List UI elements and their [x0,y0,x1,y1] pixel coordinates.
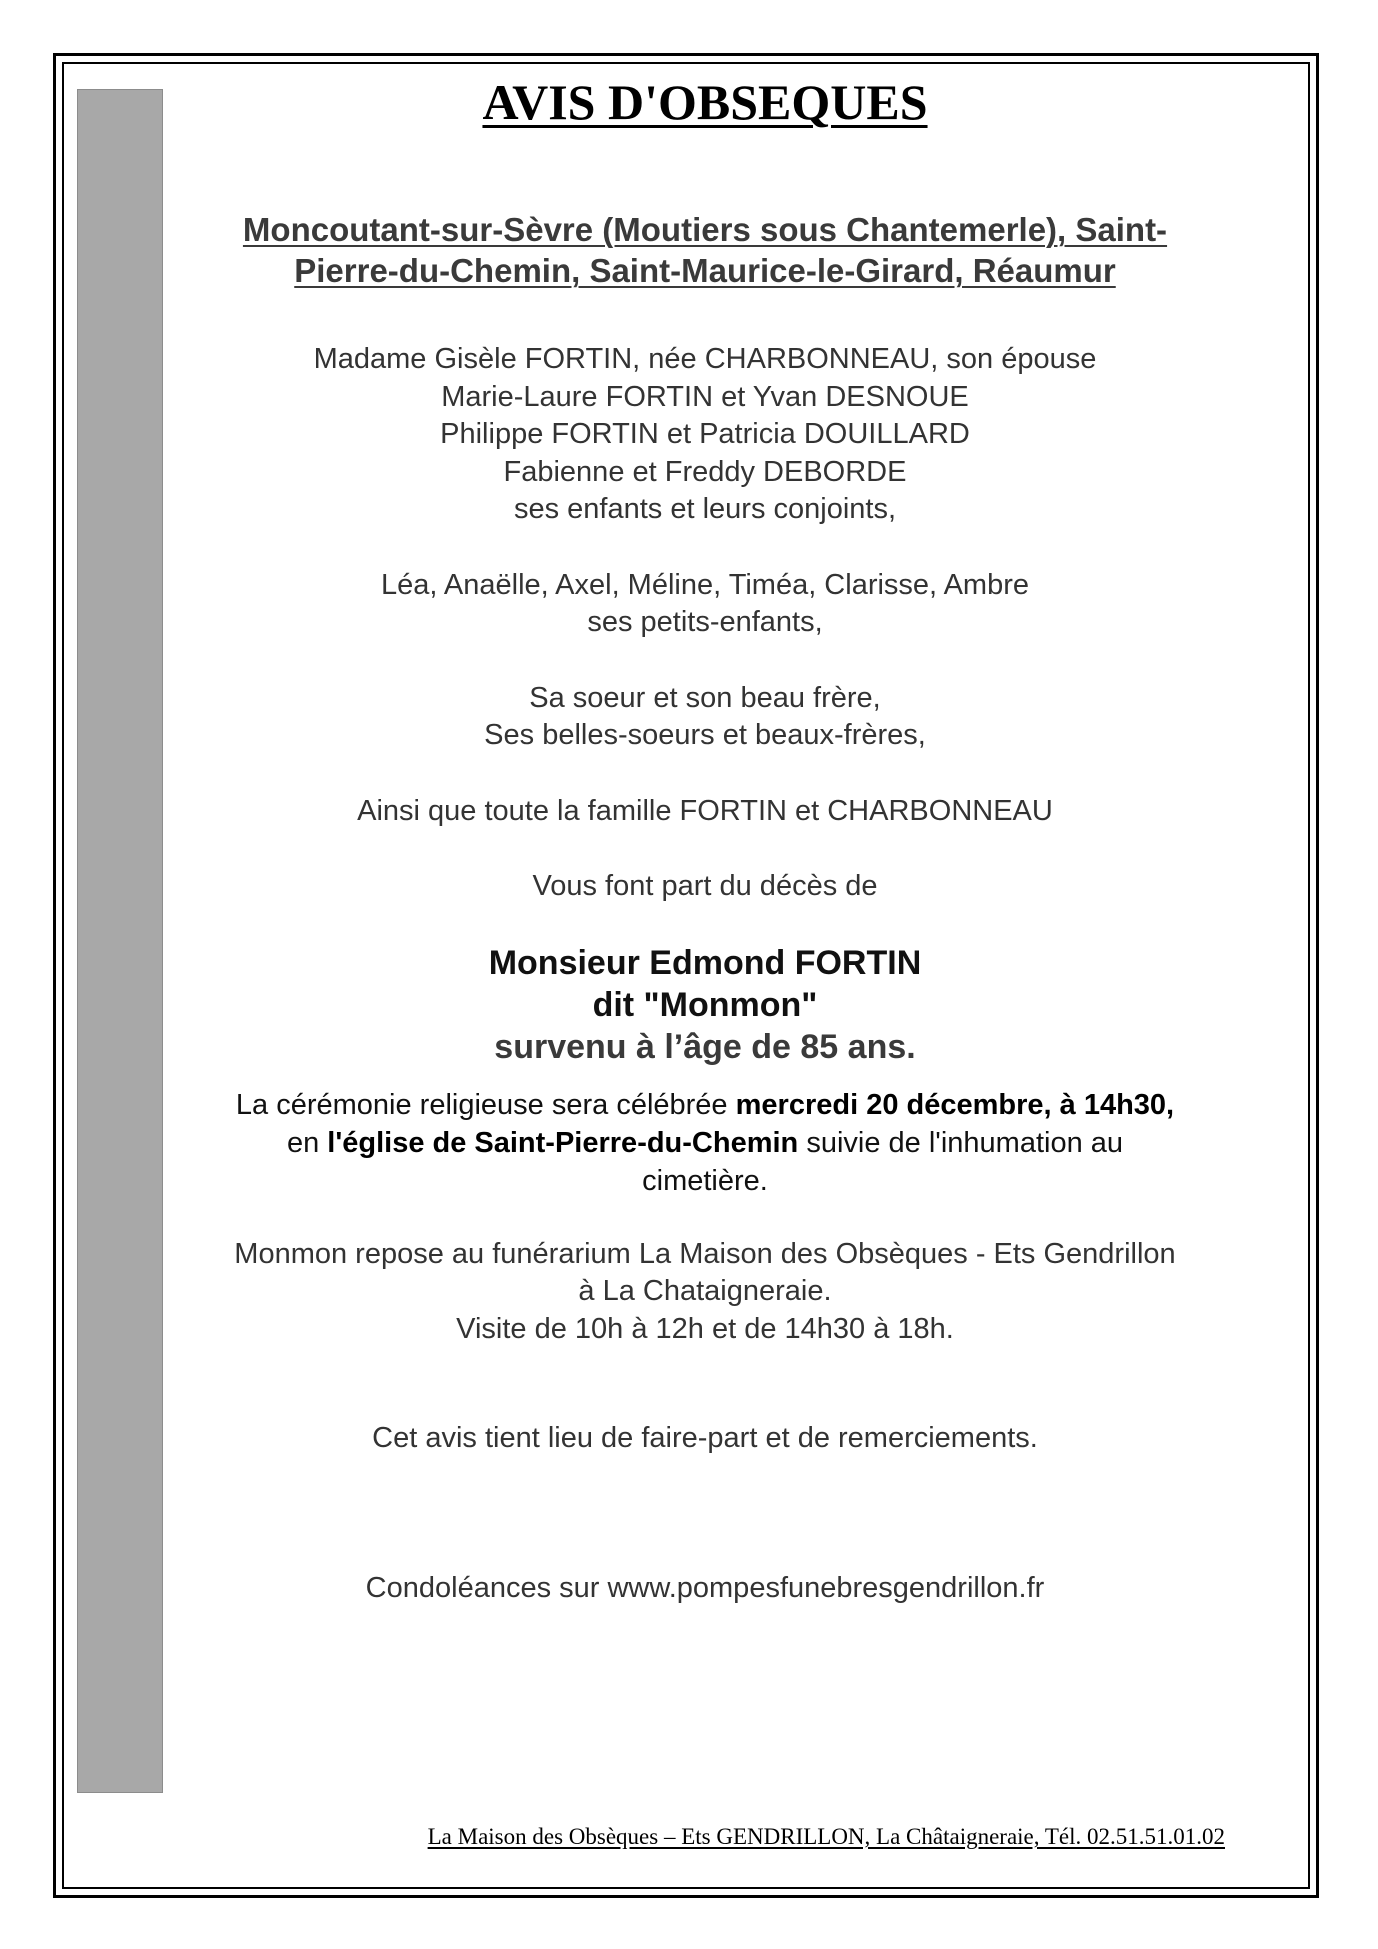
ceremony-text: en [286,1126,328,1159]
family-line: Sa soeur et son beau frère, [529,681,881,714]
deceased-name: Monsieur Edmond FORTIN [488,943,922,982]
family-line: ses enfants et leurs conjoints, [513,493,897,525]
extended-family-line: Ainsi que toute la famille FORTIN et CHARBONNEAU [357,794,1053,827]
family-line: Marie-Laure FORTIN et Yvan DESNOUE [441,380,969,413]
side-bar [77,89,163,1793]
ceremony-line-1 [170,1086,1240,1124]
family-line: ses petits-enfants, [587,606,823,638]
repose-block [170,1236,1240,1349]
siblings-block [170,680,1240,755]
thanks-line: Cet avis tient lieu de faire-part et de remerciements. [372,1422,1038,1454]
ceremony-text: suivie de l'inhumation au [798,1126,1124,1159]
ceremony-block [170,1086,1240,1200]
locations-line: Moncoutant-sur-Sèvre (Moutiers sous Chantemerle), Saint- [242,211,1168,248]
deceased-age: survenu à l’âge de 85 ans. [494,1027,916,1066]
ceremony-date: mercredi 20 décembre, à 14h30, [735,1088,1175,1121]
spouse-children-block [170,341,1240,529]
ceremony-place: l'église de Saint-Pierre-du-Chemin [327,1126,799,1159]
repose-line: Visite de 10h à 12h et de 14h30 à 18h. [456,1312,954,1345]
announcement-line: Vous font part du décès de [532,870,878,902]
family-line: Ses belles-soeurs et beaux-frères, [484,719,926,751]
family-line: Philippe FORTIN et Patricia DOUILLARD [440,418,970,450]
grandchildren-block [170,567,1240,642]
notice-body [170,66,1240,1607]
family-line: Léa, Anaëlle, Axel, Méline, Timéa, Clarisse, Ambre [381,568,1029,601]
repose-line: à La Chataigneraie. [578,1275,832,1307]
ceremony-line-3: cimetière. [642,1164,768,1197]
footer-line: La Maison des Obsèques – Ets GENDRILLON, La Châtaigneraie, Tél. 02.51.51.01.02 [427,1824,1225,1849]
ceremony-text: La cérémonie religieuse sera célébrée [235,1088,736,1121]
locations-heading [170,209,1240,291]
family-line: Madame Gisèle FORTIN, née CHARBONNEAU, son épouse [313,343,1097,375]
ceremony-line-2 [170,1124,1240,1162]
condolences-line: Condoléances sur www.pompesfunebresgendrillon.fr [365,1571,1045,1604]
repose-line: Monmon repose au funérarium La Maison des Obsèques - Ets Gendrillon [234,1237,1176,1270]
page-title: AVIS D'OBSEQUES [482,74,928,130]
locations-line: Pierre-du-Chemin, Saint-Maurice-le-Girard, Réaumur [294,252,1116,289]
family-line: Fabienne et Freddy DEBORDE [503,455,907,488]
deceased-nickname: dit "Monmon" [592,985,818,1024]
